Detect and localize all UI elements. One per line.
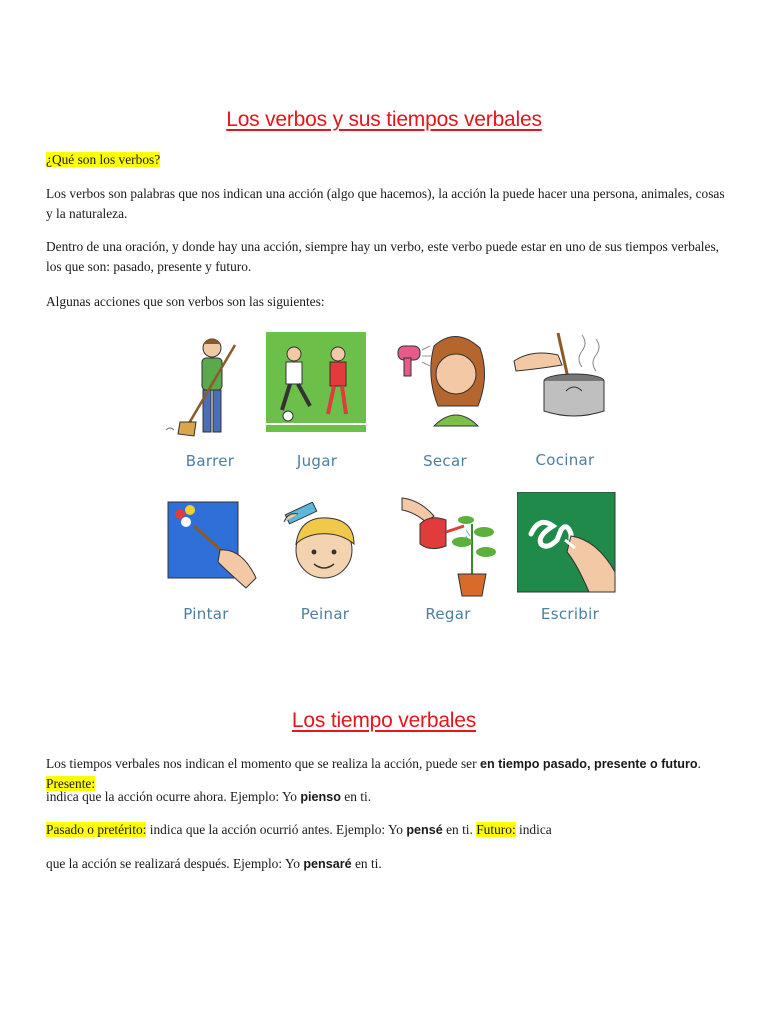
page-title: Los verbos y sus tiempos verbales xyxy=(226,108,542,131)
section-title-tenses: Los tiempo verbales xyxy=(291,709,477,732)
painting-hand-icon xyxy=(162,498,262,608)
writing-chalkboard-icon xyxy=(517,492,617,602)
tenses-paragraph-line3: Pasado o pretérito: indica que la acción ocurrió antes. Ejemplo: Yo pensé en ti. Futuro: indica xyxy=(46,822,552,837)
watering-plant-icon xyxy=(400,490,500,600)
question-highlight: ¿Qué son los verbos? xyxy=(46,152,161,167)
paragraph-tenses-intro: Dentro de una oración, y donde hay una acción, siempre hay un verbo, este verbo puede estar en uno de sus tiempos verbales, los que son: pasado, presente y futuro. xyxy=(46,239,720,274)
present-example-bold: pienso xyxy=(300,790,341,804)
sweeping-boy-icon xyxy=(160,330,260,440)
verb-label-escribir: Escribir xyxy=(540,605,600,623)
tenses-paragraph-line4: que la acción se realizará después. Ejemplo: Yo pensaré en ti. xyxy=(46,856,382,871)
hair-dryer-girl-icon xyxy=(394,326,494,436)
tenses-paragraph-line2: indica que la acción ocurre ahora. Ejemplo: Yo pienso en ti. xyxy=(46,789,372,804)
verb-label-peinar: Peinar xyxy=(300,605,350,623)
verb-label-regar: Regar xyxy=(425,605,471,623)
future-example-bold: pensaré xyxy=(303,857,352,871)
past-example-bold: pensé xyxy=(406,823,443,837)
question-line xyxy=(46,150,726,170)
paragraph-examples-intro: Algunas acciones que son verbos son las siguientes: xyxy=(46,294,325,309)
tenses-bold-phrase: en tiempo pasado, presente o futuro xyxy=(479,757,698,771)
combing-boy-icon xyxy=(278,502,378,612)
verb-label-pintar: Pintar xyxy=(183,605,229,623)
cooking-pot-icon xyxy=(512,325,612,435)
future-label-highlight: Futuro: xyxy=(476,822,516,837)
verb-label-jugar: Jugar xyxy=(296,452,338,470)
past-label-highlight: Pasado o pretérito: xyxy=(46,822,147,837)
verb-label-secar: Secar xyxy=(423,452,467,470)
playing-soccer-icon xyxy=(266,332,366,442)
tenses-paragraph-line1: Los tiempos verbales nos indican el momento que se realiza la acción, puede ser en tiempo pasado, presente o futuro. Presente: xyxy=(46,756,701,791)
verb-label-cocinar: Cocinar xyxy=(535,451,595,469)
paragraph-definition: Los verbos son palabras que nos indican una acción (algo que hacemos), la acción la puede hacer una persona, animales, cosas y la naturaleza. xyxy=(46,186,725,221)
verb-label-barrer: Barrer xyxy=(185,452,235,470)
present-label-highlight: Presente: xyxy=(46,776,96,791)
